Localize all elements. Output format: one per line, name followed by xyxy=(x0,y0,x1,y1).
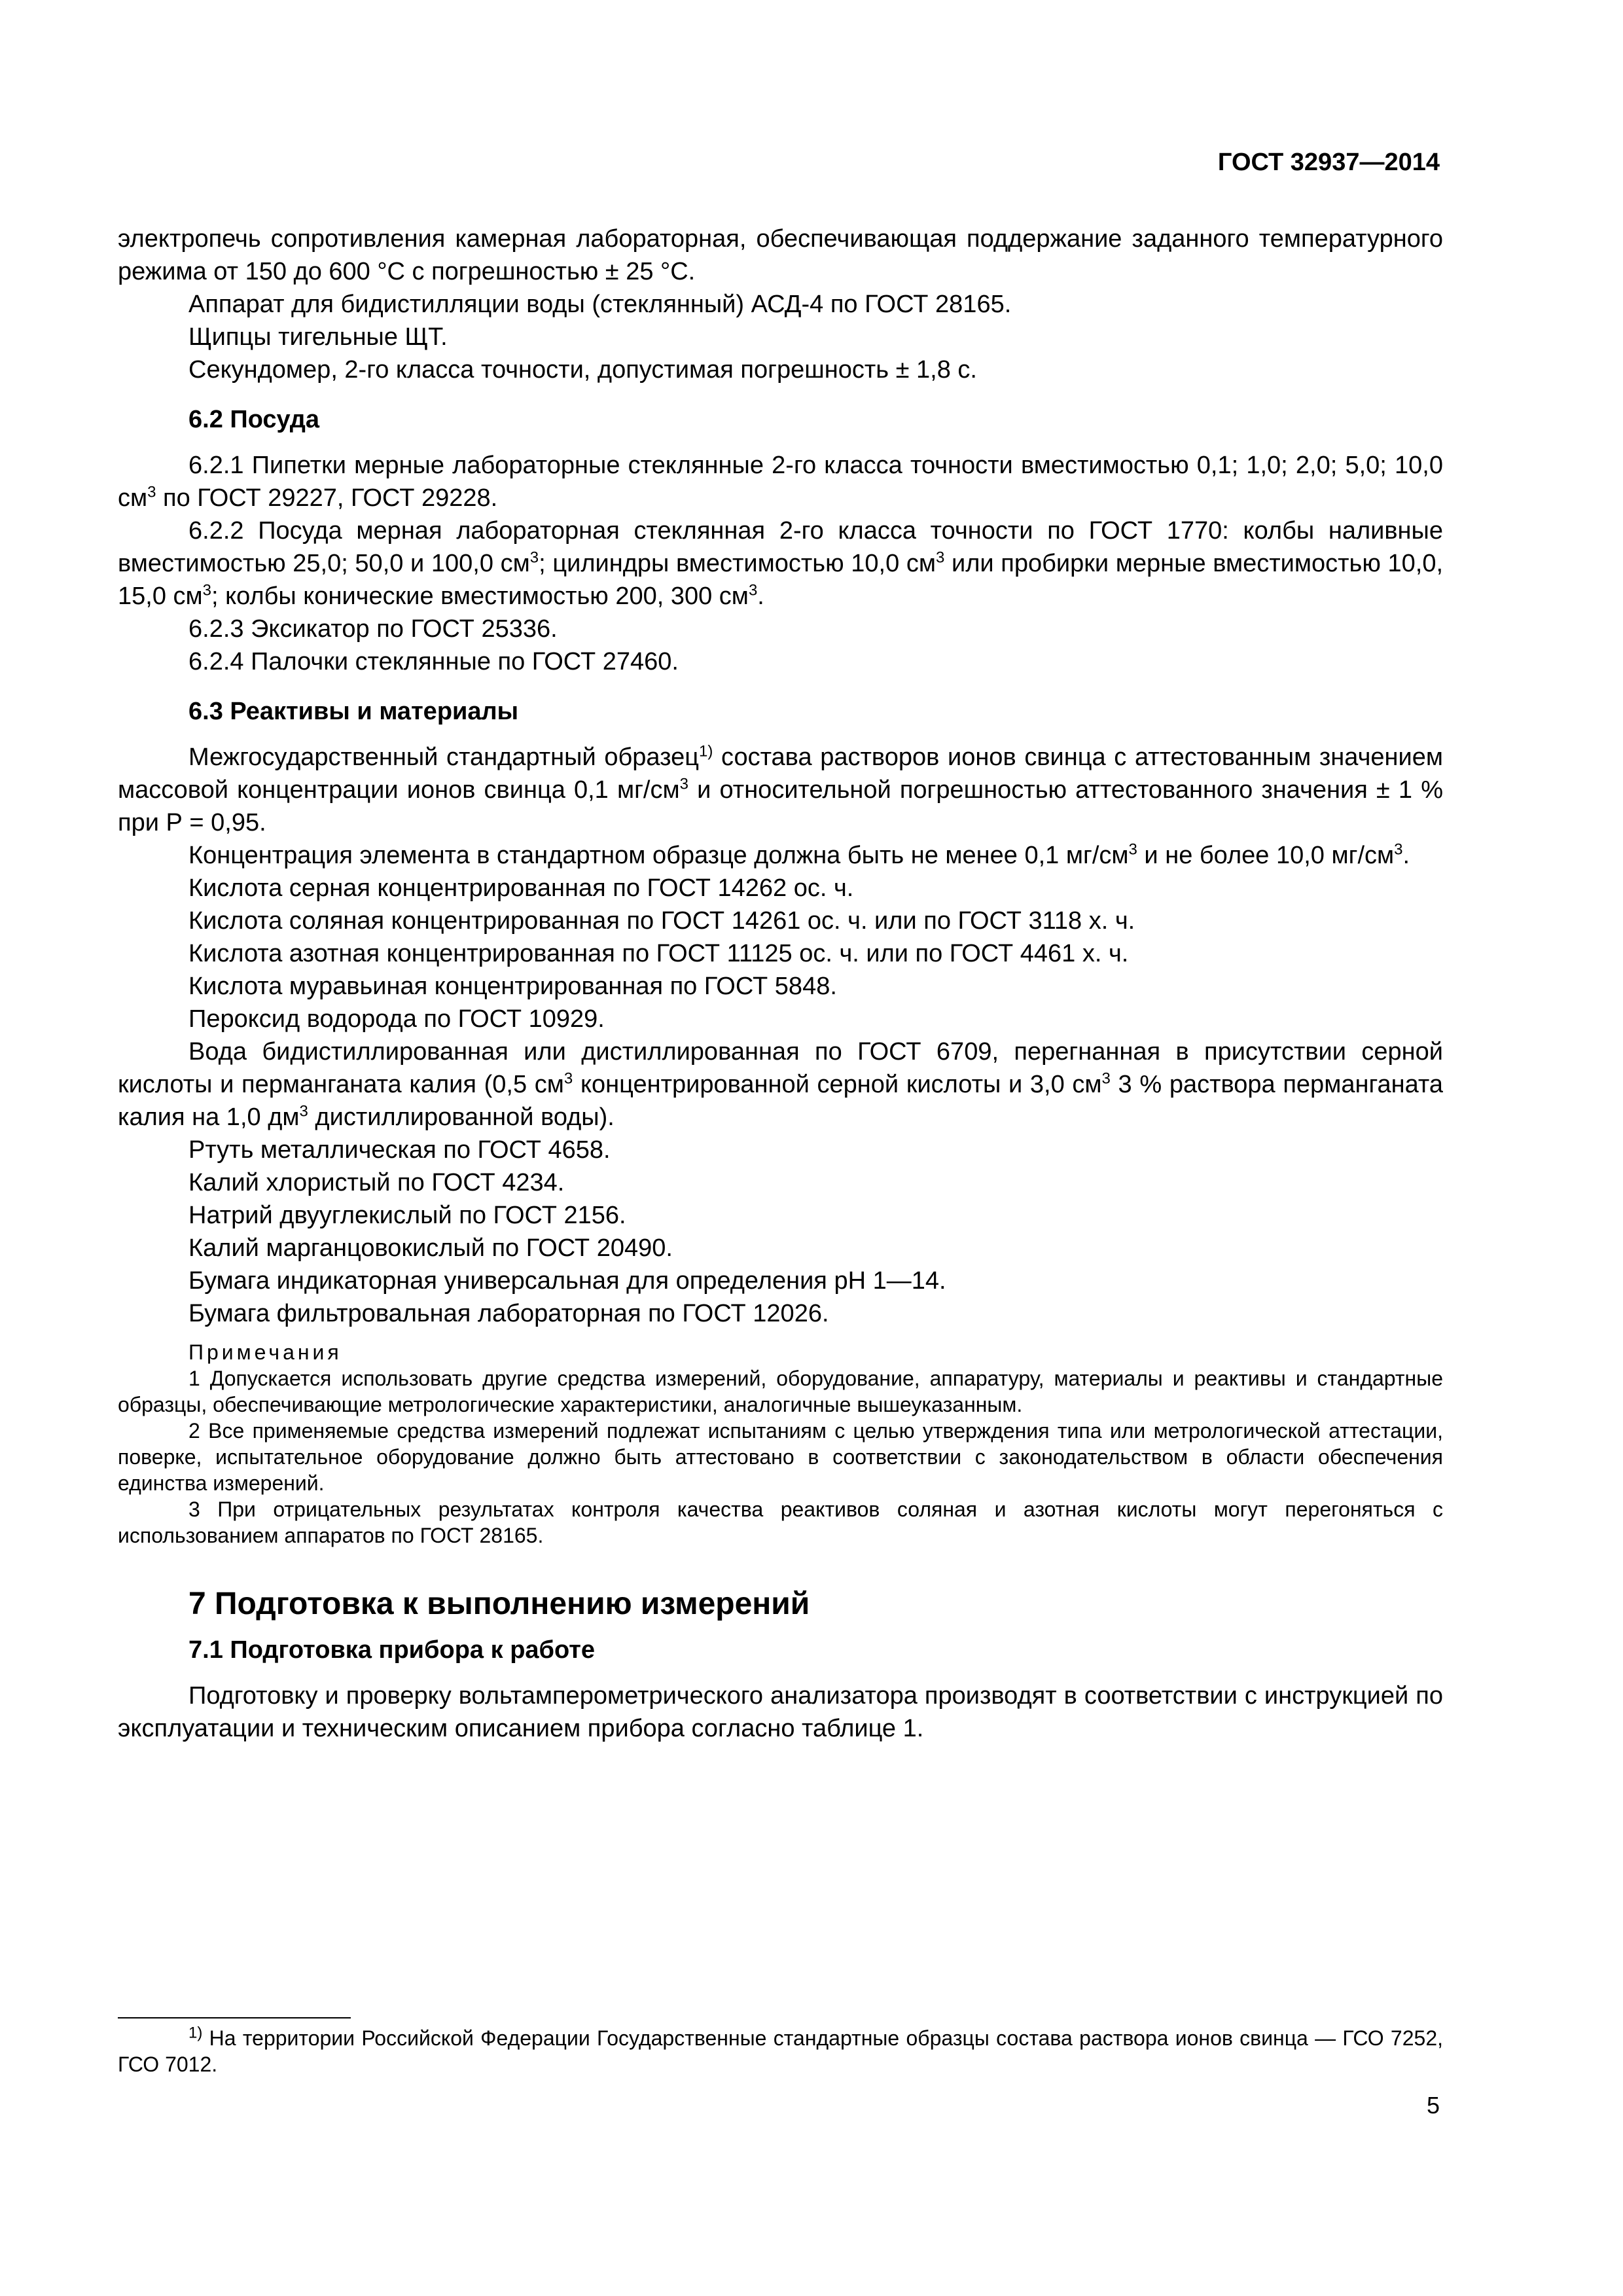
document-header: ГОСТ 32937—2014 xyxy=(1217,149,1440,176)
main-text xyxy=(118,223,1443,1745)
paragraph: Секундомер, 2-го класса точности, допустимая погрешность ± 1,8 с. xyxy=(188,356,977,384)
list-item: Бумага индикаторная универсальная для определения рН 1—14. xyxy=(188,1267,946,1295)
list-item: Ртуть металлическая по ГОСТ 4658. xyxy=(188,1136,611,1164)
footnote-ref: 1) xyxy=(698,742,713,761)
list-item: Бумага фильтровальная лабораторная по ГОСТ 12026. xyxy=(188,1300,829,1327)
paragraph: Подготовку и проверку вольтамперометрического анализатора производят в соответствии с инструкцией по эксплуатации и техническим описанием прибора согласно таблице 1. xyxy=(118,1682,1443,1742)
paragraph: электропечь сопротивления камерная лабораторная, обеспечивающая поддержание заданного температурного режима от 150 до 600 °С с погрешностью ± 25 °С. xyxy=(118,225,1443,285)
list-item: Кислота азотная концентрированная по ГОСТ 11125 ос. ч. или по ГОСТ 4461 х. ч. xyxy=(188,940,1129,967)
paragraph: Щипцы тигельные ЩТ. xyxy=(188,323,448,351)
page-number: 5 xyxy=(1426,2092,1440,2119)
section-heading-7-1: 7.1 Подготовка прибора к работе xyxy=(188,1636,596,1664)
section-heading-6-2: 6.2 Посуда xyxy=(188,406,319,433)
note-item: 2 Все применяемые средства измерений подлежат испытаниям с целью утверждения типа или метрологической аттестации, поверке, испытательное оборудование должно быть аттестовано в соответствии с законодательством в области обеспечения единства измерений. xyxy=(118,1419,1443,1495)
list-item: Пероксид водорода по ГОСТ 10929. xyxy=(188,1005,605,1033)
paragraph: Вода бидистиллированная или дистиллированная по ГОСТ 6709, перегнанная в присутствии серной кислоты и перманганата калия (0,5 $см^3$ концентрированной серной кислоты и 3,0 $см^3$ 3 % раствора перманганата калия на 1,0 $дм^3$ дистиллированной воды). xyxy=(118,1038,1443,1131)
list-item: Кислота муравьиная концентрированная по ГОСТ 5848. xyxy=(188,973,837,1000)
footnote-mark: 1) xyxy=(188,2024,203,2042)
footnote-separator xyxy=(118,2017,351,2018)
paragraph-6-2-3: 6.2.3 Эксикатор по ГОСТ 25336. xyxy=(188,615,558,643)
chapter-heading-7: 7 Подготовка к выполнению измерений xyxy=(188,1587,810,1621)
notes-heading: Примечания xyxy=(188,1340,342,1364)
list-item: Кислота соляная концентрированная по ГОСТ 14261 ос. ч. или по ГОСТ 3118 х. ч. xyxy=(188,907,1135,935)
paragraph-6-2-1: 6.2.1 Пипетки мерные лабораторные стеклянные 2-го класса точности вместимостью 0,1; 1,0; 2,0; 5,0; 10,0 $см^3$ по ГОСТ 29227, ГОСТ 29228. xyxy=(118,452,1443,512)
footnote: $^{1)}$ На территории Российской Федерации Государственные стандартные образцы состава раствора ионов свинца — ГСО 7252, ГСО 7012. xyxy=(118,2024,1443,2076)
list-item: Калий хлористый по ГОСТ 4234. xyxy=(188,1169,565,1196)
paragraph-6-2-4: 6.2.4 Палочки стеклянные по ГОСТ 27460. xyxy=(188,648,679,675)
paragraph: Концентрация элемента в стандартном образце должна быть не менее 0,1 $мг/см^3$ и не более 10,0 $мг/см^3$. xyxy=(188,840,1410,869)
section-heading-6-3: 6.3 Реактивы и материалы xyxy=(188,698,519,725)
paragraph-6-2-2: 6.2.2 Посуда мерная лабораторная стеклянная 2-го класса точности по ГОСТ 1770: колбы наливные вместимостью 25,0; 50,0 и 100,0 $см^3$; цилиндры вместимостью 10,0 $см^3$ или пробирки мерные вместимостью 10,0, 15,0 $см^3$; колбы конические вместимостью 200, 300 $см^3$. xyxy=(118,517,1444,610)
list-item: Натрий двууглекислый по ГОСТ 2156. xyxy=(188,1202,626,1229)
note-item: 1 Допускается использовать другие средства измерений, оборудование, аппаратуру, материалы и реактивы и стандартные образцы, обеспечивающие метрологические характеристики, аналогичные вышеуказанным. xyxy=(118,1367,1443,1416)
list-item: Кислота серная концентрированная по ГОСТ 14262 ос. ч. xyxy=(188,874,854,902)
paragraph: Межгосударственный стандартный образец$^{1)}$ состава растворов ионов свинца с аттестованным значением массовой концентрации ионов свинца 0,1 $мг/см^3$ и относительной погрешностью аттестованного значения ± 1 % при Р = 0,95. xyxy=(118,742,1443,836)
list-item: Калий марганцовокислый по ГОСТ 20490. xyxy=(188,1234,673,1262)
note-item: 3 При отрицательных результатах контроля качества реактивов соляная и азотная кислоты могут перегоняться с использованием аппаратов по ГОСТ 28165. xyxy=(118,1498,1443,1547)
paragraph: Аппарат для бидистилляции воды (стеклянный) АСД-4 по ГОСТ 28165. xyxy=(188,291,1012,318)
